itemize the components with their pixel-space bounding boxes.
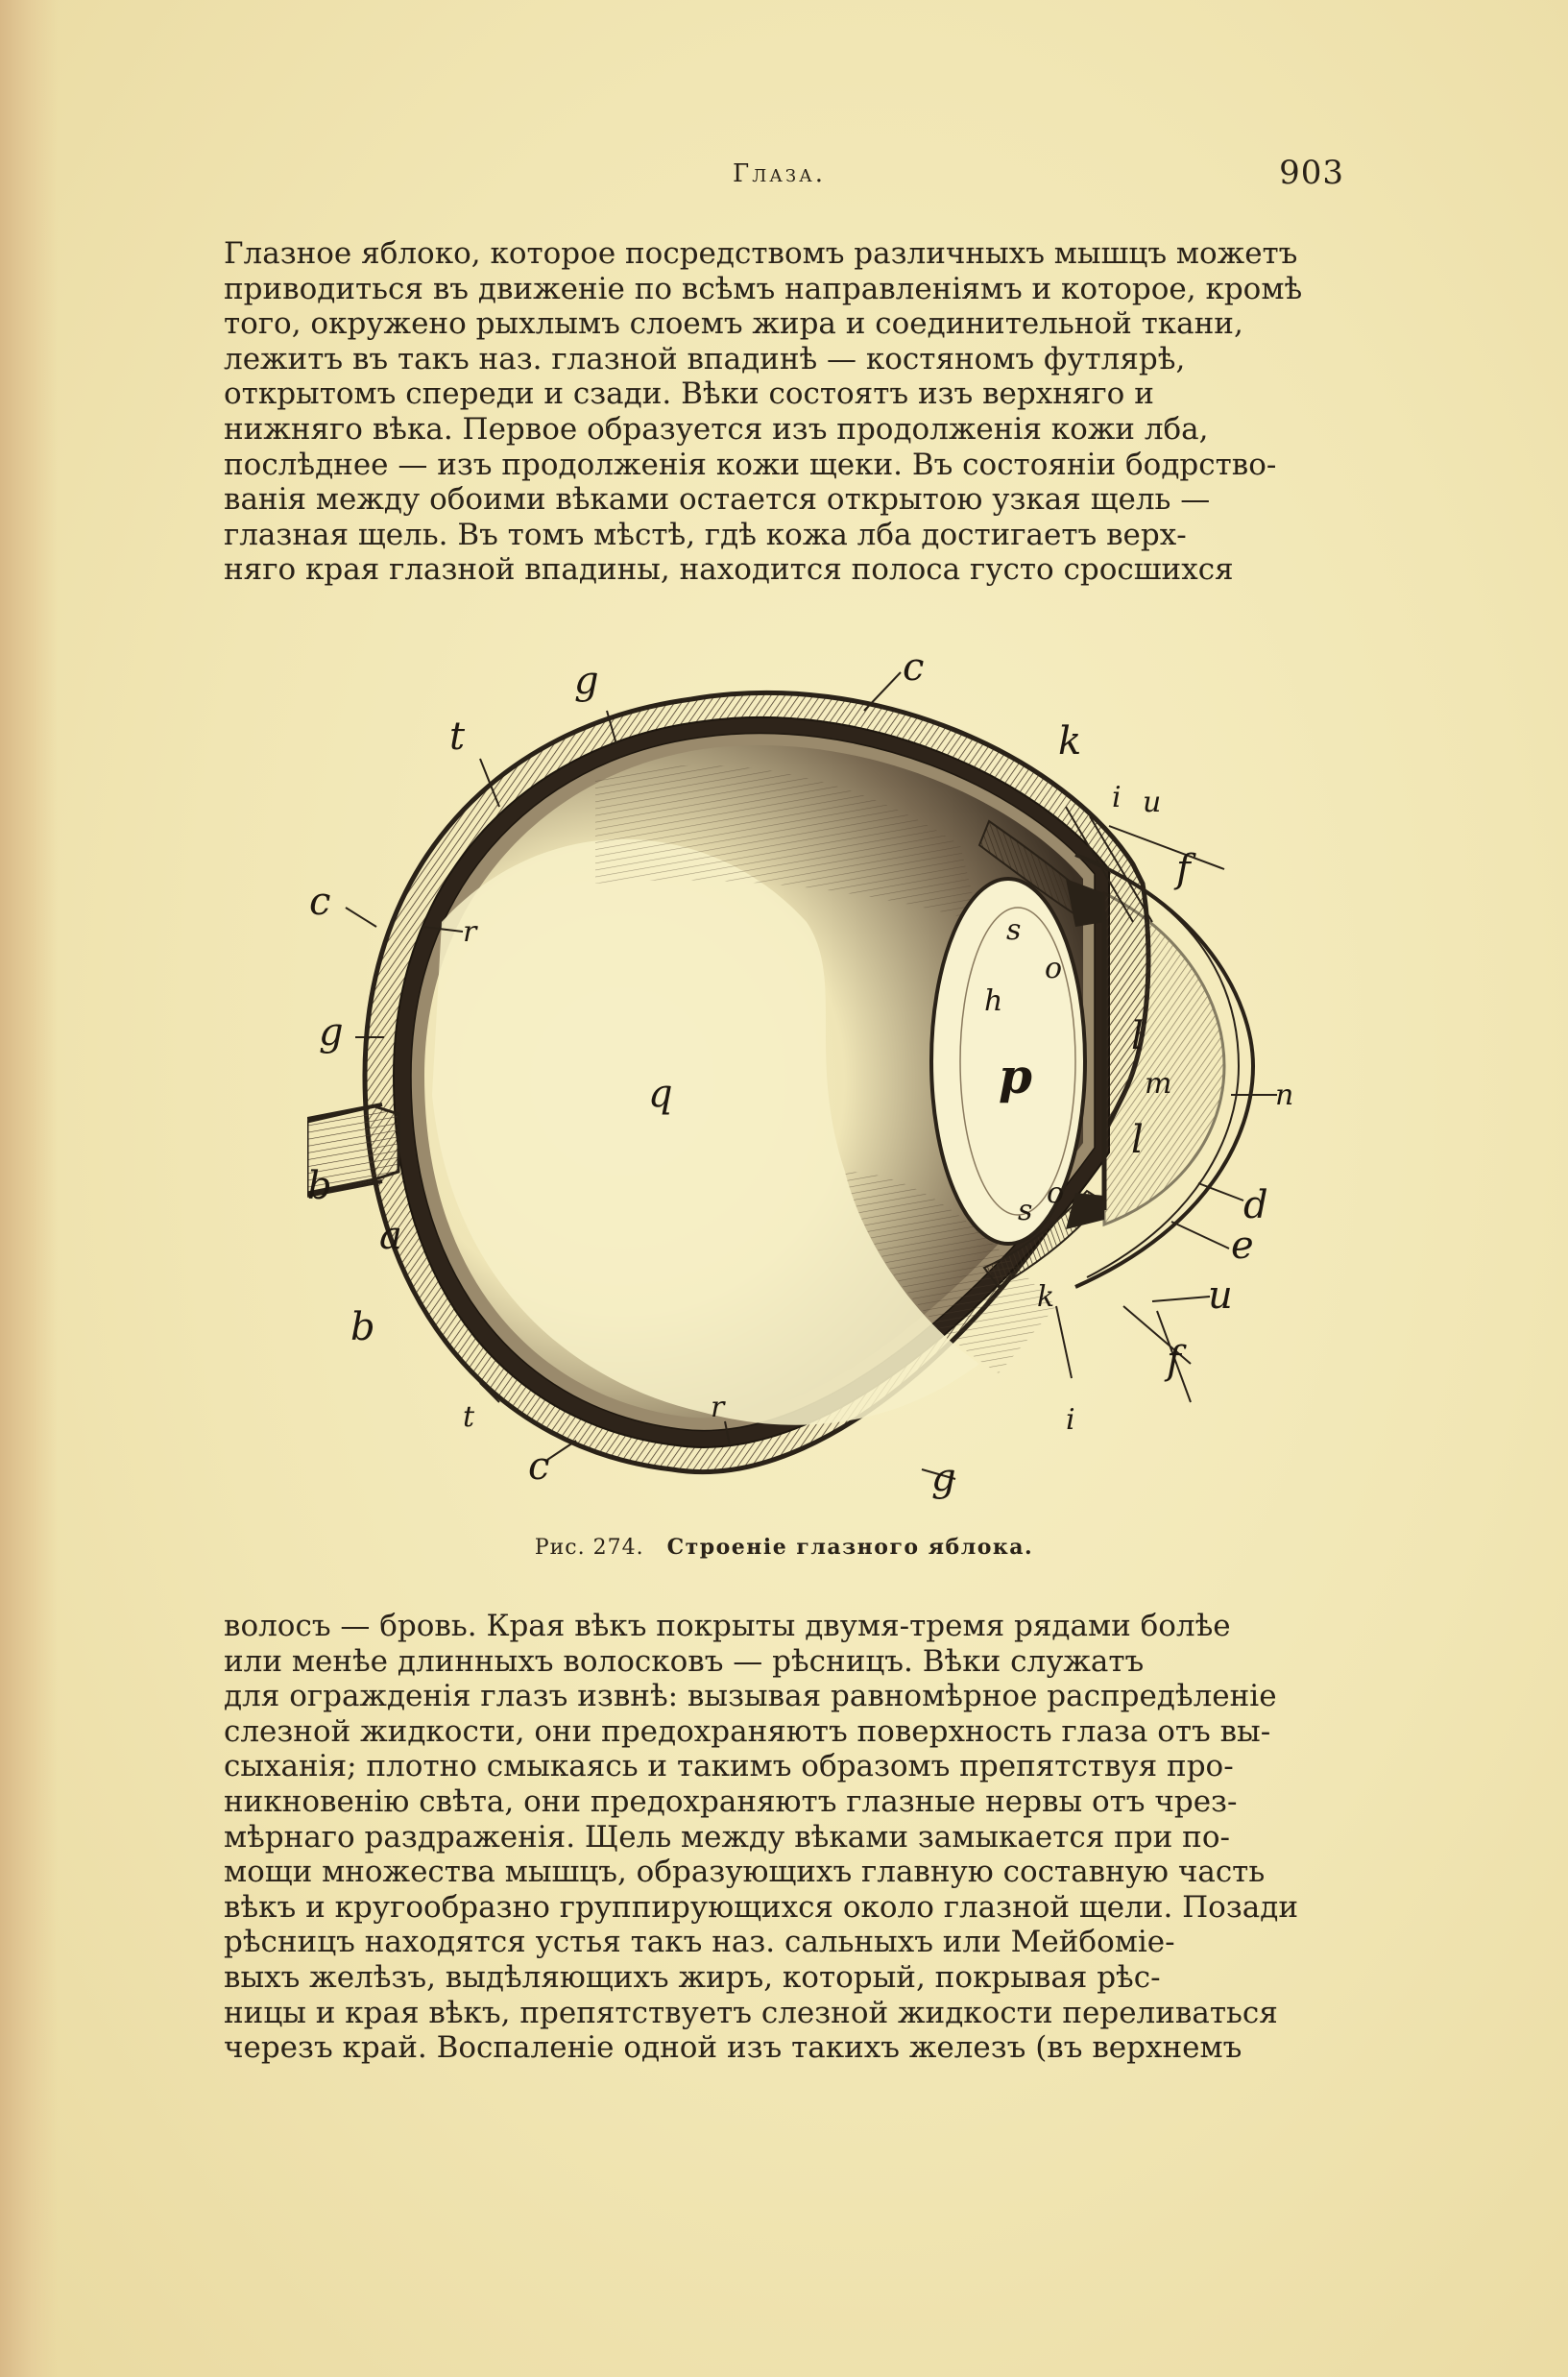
label-i-top: i (1112, 781, 1122, 814)
text-line: мѣрнаго раздраженія. Щель между вѣками замыкается при по- (224, 1819, 1230, 1855)
page-header (224, 154, 1344, 196)
text-line: открытомъ спереди и сзади. Вѣки состоятъ изъ верхняго и (224, 376, 1154, 412)
label-o-bottom: o (1047, 1176, 1065, 1210)
text-line: рѣсницъ находятся устья такъ наз. сальныхъ или Мейбоміе- (224, 1925, 1175, 1960)
text-line: для огражденія глазъ извнѣ: вызывая равномѣрное распредѣленіе (224, 1679, 1277, 1714)
text-line: слезной жидкости, они предохраняютъ поверхность глаза отъ вы- (224, 1713, 1271, 1749)
text-line: ванія между обоими вѣками остается открытою узкая щель — (224, 482, 1211, 518)
label-b-top: b (307, 1164, 332, 1208)
label-r-bottom: r (711, 1391, 725, 1424)
text-line: Глазное яблоко, которое посредствомъ различныхъ мышцъ можетъ (224, 236, 1298, 271)
text-line: вѣкъ и кругообразно группирующихся около глазной щели. Позади (224, 1889, 1298, 1925)
label-c-bottom: c (528, 1444, 550, 1489)
label-r-left: r (463, 915, 477, 949)
label-b-bottom: b (350, 1305, 375, 1349)
running-title: Глаза. (733, 159, 826, 188)
label-u-top: u (1143, 786, 1162, 819)
label-s-top: s (1006, 913, 1022, 947)
label-d: d (1243, 1183, 1268, 1227)
label-c-top: c (903, 645, 925, 690)
label-g-bottom: g (931, 1456, 956, 1500)
text-line: того, окружено рыхлымъ слоемъ жира и соединительной ткани, (224, 306, 1243, 342)
label-c-left: c (309, 880, 331, 924)
paragraph-bottom (224, 1609, 1344, 2066)
text-line: никновенію свѣта, они предохраняютъ глазные нервы отъ чрез- (224, 1783, 1238, 1819)
label-t-bottom: t (463, 1400, 475, 1434)
label-f-bottom: f (1167, 1339, 1181, 1383)
text-line: послѣднее — изъ продолженія кожи щеки. Въ состояніи бодрство- (224, 447, 1277, 482)
caption-number: Рис. 274. (534, 1536, 644, 1560)
text-line: или менѣе длинныхъ волосковъ — рѣсницъ. Вѣки служатъ (224, 1643, 1145, 1679)
page-number: 903 (1279, 154, 1344, 192)
label-o-top: o (1045, 952, 1063, 985)
label-u-bottom: u (1208, 1273, 1233, 1318)
label-q: q (648, 1072, 673, 1116)
eye-illustration (307, 634, 1296, 1537)
label-a: a (379, 1214, 402, 1258)
text-line: глазная щель. Въ томъ мѣстѣ, гдѣ кожа лба достигаетъ верх- (224, 517, 1187, 552)
label-e: e (1231, 1224, 1254, 1268)
label-k-bottom: k (1037, 1280, 1055, 1314)
text-line: черезъ край. Воспаленіе одной изъ такихъ железъ (въ верхнемъ (224, 2030, 1242, 2066)
label-n: n (1275, 1079, 1294, 1112)
text-line: мощи множества мышцъ, образующихъ главную составную часть (224, 1855, 1266, 1890)
text-line: выхъ желѣзъ, выдѣляющихъ жиръ, который, покрывая рѣс- (224, 1959, 1161, 1995)
text-line: ницы и края вѣкъ, препятствуетъ слезной жидкости переливаться (224, 1995, 1278, 2030)
label-t-top: t (449, 715, 466, 759)
label-s-bottom: s (1018, 1194, 1033, 1227)
label-f-top: f (1176, 847, 1191, 891)
label-i-bottom: i (1066, 1403, 1075, 1437)
page-edge-shadow (0, 0, 58, 2377)
label-l-top: l (1131, 1014, 1144, 1058)
eye-cross-section-drawing (307, 634, 1296, 1537)
label-m: m (1145, 1067, 1172, 1101)
text-line: сыханія; плотно смыкаясь и такимъ образомъ препятствуя про- (224, 1749, 1234, 1784)
label-p: p (999, 1048, 1032, 1104)
text-line: няго края глазной впадины, находится полоса густо сросшихся (224, 552, 1234, 588)
paragraph-top (224, 236, 1344, 588)
text-line: волосъ — бровь. Края вѣкъ покрыты двумя-тремя рядами болѣе (224, 1609, 1231, 1643)
caption-title: Строеніе глазного яблока. (666, 1535, 1034, 1560)
text-line: приводиться въ движеніе по всѣмъ направленіямъ и которое, кромѣ (224, 271, 1303, 306)
figure-caption (224, 1535, 1344, 1560)
text-line: лежитъ въ такъ наз. глазной впадинѣ — костяномъ футлярѣ, (224, 341, 1186, 376)
label-k-top: k (1058, 719, 1082, 764)
label-h: h (984, 984, 1003, 1018)
text-line: нижняго вѣка. Первое образуется изъ продолженія кожи лба, (224, 411, 1209, 447)
label-l-bottom: l (1131, 1118, 1144, 1162)
label-g-top: g (574, 659, 599, 703)
label-g-left: g (319, 1010, 344, 1055)
